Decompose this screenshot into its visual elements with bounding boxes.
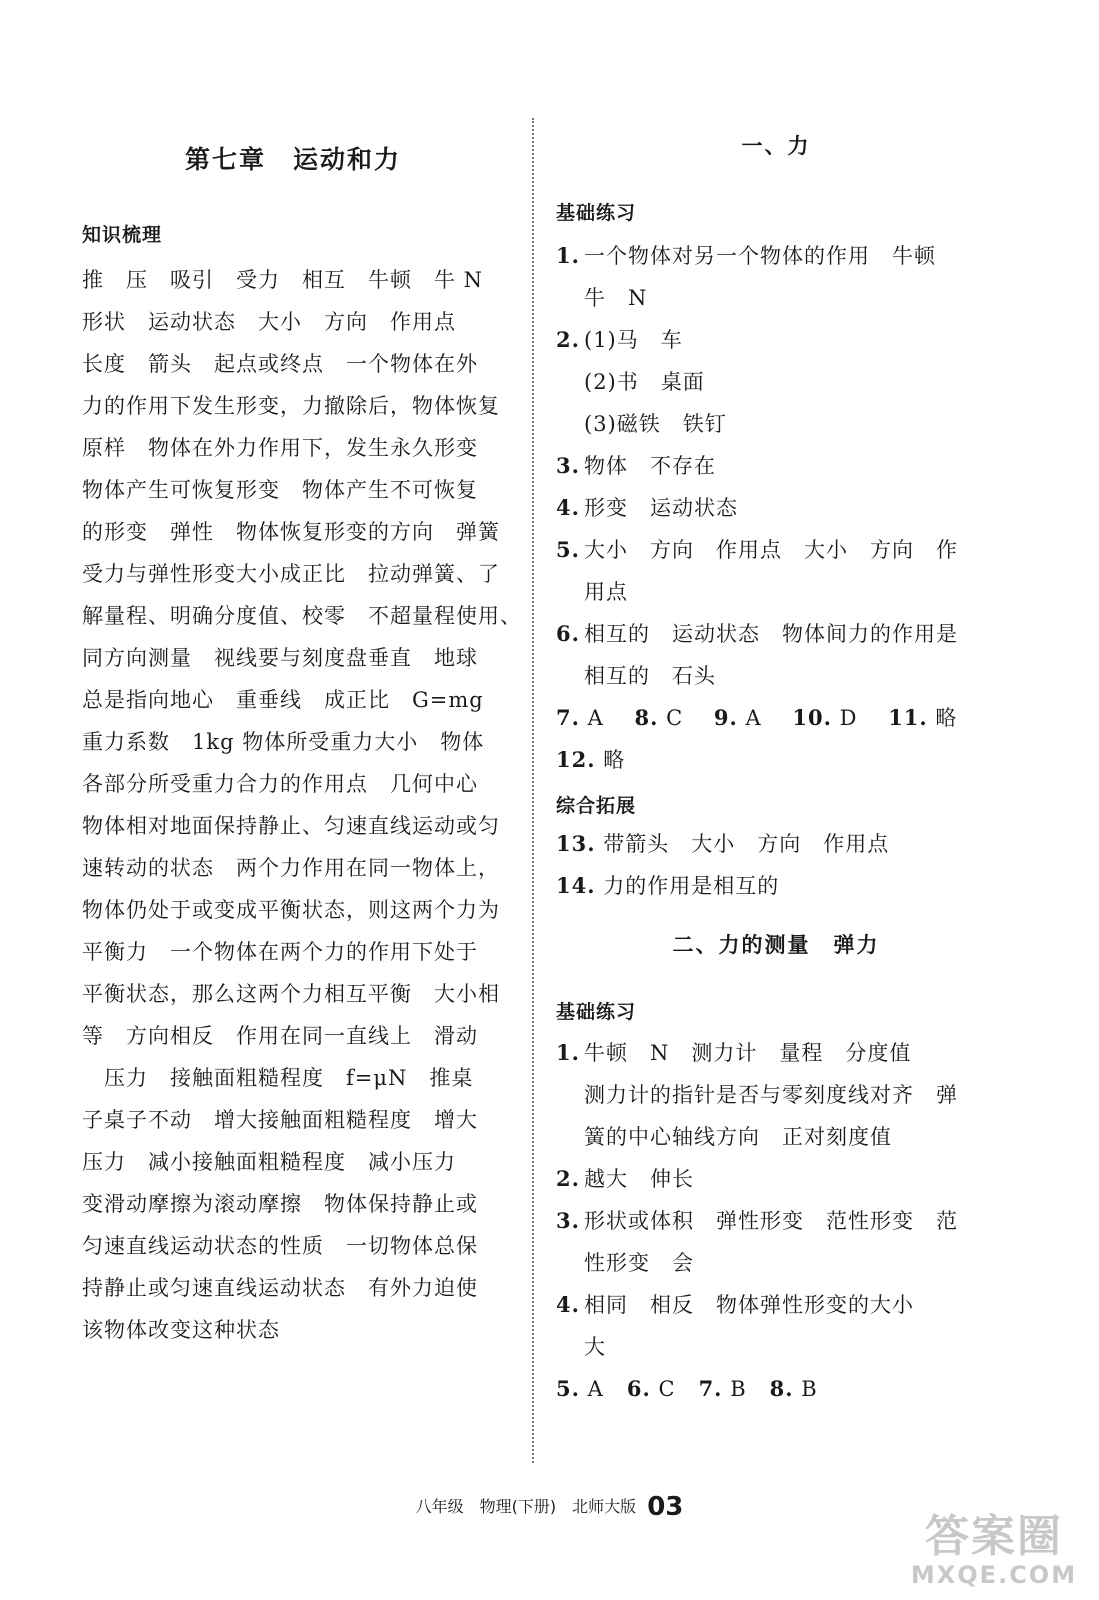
- answer-number: 10.: [792, 705, 832, 730]
- answer-text: D: [839, 706, 858, 730]
- answer-number: 8.: [769, 1376, 794, 1401]
- summary-line: 同方向测量 视线要与刻度盘垂直 地球: [82, 646, 478, 670]
- answer-item: [556, 235, 996, 277]
- answer-continuation: (2)书 桌面: [584, 370, 705, 394]
- answer-number: 1.: [556, 1040, 580, 1065]
- answer-text: C: [666, 706, 684, 730]
- summary-line: 解量程、明确分度值、校零 不超量程使用、: [82, 604, 522, 628]
- left-column: [82, 140, 522, 1351]
- answer-item: [556, 739, 996, 781]
- answer-item: [556, 445, 996, 487]
- summary-line: 平衡力 一个物体在两个力的作用下处于: [82, 940, 478, 964]
- answer-number: 4.: [556, 495, 580, 520]
- answer-continuation: 用点: [584, 580, 628, 604]
- answer-item: [556, 1284, 996, 1326]
- summary-line: 速转动的状态 两个力作用在同一物体上，: [82, 856, 500, 880]
- basic-practice-heading: 基础练习: [556, 202, 637, 224]
- summary-line: 长度 箭头 起点或终点 一个物体在外: [82, 352, 478, 376]
- answer-number: 3.: [556, 1208, 580, 1233]
- answers-section-1: [556, 235, 996, 781]
- answer-number: 13.: [556, 831, 596, 856]
- answer-item: [556, 613, 996, 655]
- summary-line: 等 方向相反 作用在同一直线上 滑动: [82, 1024, 478, 1048]
- answer-text: A: [587, 1377, 604, 1401]
- summary-line: 推 压 吸引 受力 相互 牛顿 牛 N: [82, 268, 484, 292]
- answer-text: C: [658, 1377, 676, 1401]
- answer-number: 12.: [556, 747, 596, 772]
- answer-number: 5.: [556, 537, 580, 562]
- answer-number: 14.: [556, 873, 596, 898]
- summary-line: 形状 运动状态 大小 方向 作用点: [82, 310, 456, 334]
- answer-item: [556, 319, 996, 361]
- chapter-title: 第七章 运动和力: [184, 145, 401, 174]
- answer-item: [556, 1032, 996, 1074]
- summary-line: 匀速直线运动状态的性质 一切物体总保: [82, 1234, 478, 1258]
- watermark-logo-text: 答案圈: [925, 1511, 1063, 1562]
- choice-answers-row: [556, 1368, 996, 1410]
- answer-continuation: 大: [584, 1335, 606, 1359]
- knowledge-summary-heading: 知识梳理: [82, 224, 163, 246]
- answer-continuation: 相互的 石头: [584, 664, 716, 688]
- summary-line: 压力 减小接触面粗糙程度 减小压力: [82, 1150, 456, 1174]
- summary-line: 重力系数 1kg 物体所受重力大小 物体: [82, 730, 485, 754]
- extension-heading: 综合拓展: [556, 795, 637, 817]
- summary-line: 受力与弹性形变大小成正比 拉动弹簧、了: [82, 562, 500, 586]
- answer-text: 牛顿 N 测力计 量程 分度值: [584, 1041, 912, 1065]
- answer-item: [556, 1158, 996, 1200]
- answer-text: 略: [603, 748, 626, 772]
- answer-item: [556, 865, 996, 907]
- answer-number: 6.: [626, 1376, 651, 1401]
- answer-text: 一个物体对另一个物体的作用 牛顿: [584, 244, 936, 268]
- answer-text: 越大 伸长: [584, 1167, 694, 1191]
- column-divider: [532, 118, 534, 1463]
- answer-text: B: [730, 1377, 747, 1401]
- answer-number: 9.: [713, 705, 738, 730]
- answer-item: [556, 529, 996, 571]
- answer-text: (1)马 车: [584, 328, 683, 352]
- summary-line: 平衡状态，那么这两个力相互平衡 大小相: [82, 982, 500, 1006]
- answer-text: 略: [935, 706, 958, 730]
- knowledge-summary-text: [82, 259, 522, 1351]
- right-column: [556, 130, 996, 1410]
- answer-text: B: [801, 1377, 818, 1401]
- summary-line: 子桌子不动 增大接触面粗糙程度 增大: [82, 1108, 478, 1132]
- answer-number: 1.: [556, 243, 580, 268]
- answer-text: 相互的 运动状态 物体间力的作用是: [584, 622, 958, 646]
- answer-item: [556, 823, 996, 865]
- section-title-force: 一、力: [741, 134, 811, 158]
- answer-text: 形状或体积 弹性形变 范性形变 范: [584, 1209, 958, 1233]
- answer-number: 11.: [888, 705, 928, 730]
- summary-line: 物体仍处于或变成平衡状态，则这两个力为: [82, 898, 500, 922]
- answer-text: 物体 不存在: [584, 454, 716, 478]
- answer-number: 8.: [634, 705, 659, 730]
- page-number: 03: [647, 1492, 684, 1522]
- answer-number: 4.: [556, 1292, 580, 1317]
- answer-continuation: 牛 N: [584, 286, 648, 310]
- basic-practice-heading: 基础练习: [556, 1001, 637, 1023]
- choice-answers-row: [556, 697, 996, 739]
- answer-text: 相同 相反 物体弹性形变的大小: [584, 1293, 914, 1317]
- answer-number: 2.: [556, 327, 580, 352]
- summary-line: 物体相对地面保持静止、匀速直线运动或匀: [82, 814, 500, 838]
- watermark-url: MXQE.COM: [910, 1561, 1078, 1589]
- summary-line: 力的作用下发生形变，力撤除后，物体恢复: [82, 394, 500, 418]
- answer-continuation: 测力计的指针是否与零刻度线对齐 弹: [584, 1083, 958, 1107]
- answer-number: 6.: [556, 621, 580, 646]
- answer-item: [556, 487, 996, 529]
- summary-line: 物体产生可恢复形变 物体产生不可恢复: [82, 478, 478, 502]
- summary-line: 总是指向地心 重垂线 成正比 G=mg: [82, 688, 484, 712]
- answer-continuation: (3)磁铁 铁钉: [584, 412, 727, 436]
- section-title-force-measurement: 二、力的测量 弹力: [672, 933, 880, 957]
- summary-line: 的形变 弹性 物体恢复形变的方向 弹簧: [82, 520, 500, 544]
- answers-section-2: [556, 1032, 996, 1410]
- summary-line: 原样 物体在外力作用下，发生永久形变: [82, 436, 478, 460]
- answer-continuation: 性形变 会: [584, 1251, 694, 1275]
- answer-continuation: 簧的中心轴线方向 正对刻度值: [584, 1125, 892, 1149]
- answer-text: A: [745, 706, 762, 730]
- answer-text: 大小 方向 作用点 大小 方向 作: [584, 538, 958, 562]
- answer-text: 带箭头 大小 方向 作用点: [603, 832, 890, 856]
- answer-number: 7.: [556, 705, 580, 730]
- answer-text: 力的作用是相互的: [603, 874, 780, 898]
- answer-number: 5.: [556, 1376, 580, 1401]
- answer-number: 3.: [556, 453, 580, 478]
- summary-line: 该物体改变这种状态: [82, 1318, 280, 1342]
- summary-line: 持静止或匀速直线运动状态 有外力迫使: [82, 1276, 478, 1300]
- answer-number: 7.: [698, 1376, 723, 1401]
- summary-line: 变滑动摩擦为滚动摩擦 物体保持静止或: [82, 1192, 478, 1216]
- answer-number: 2.: [556, 1166, 580, 1191]
- answers-extension: [556, 823, 996, 907]
- summary-line: 压力 接触面粗糙程度 f=μN 推桌: [82, 1066, 474, 1090]
- answer-text: A: [587, 706, 604, 730]
- answer-text: 形变 运动状态: [584, 496, 738, 520]
- answer-item: [556, 1200, 996, 1242]
- summary-line: 各部分所受重力合力的作用点 几何中心: [82, 772, 478, 796]
- footer-book-info: 八年级 物理(下册) 北师大版: [415, 1497, 637, 1516]
- watermark-logo: [899, 1512, 1089, 1592]
